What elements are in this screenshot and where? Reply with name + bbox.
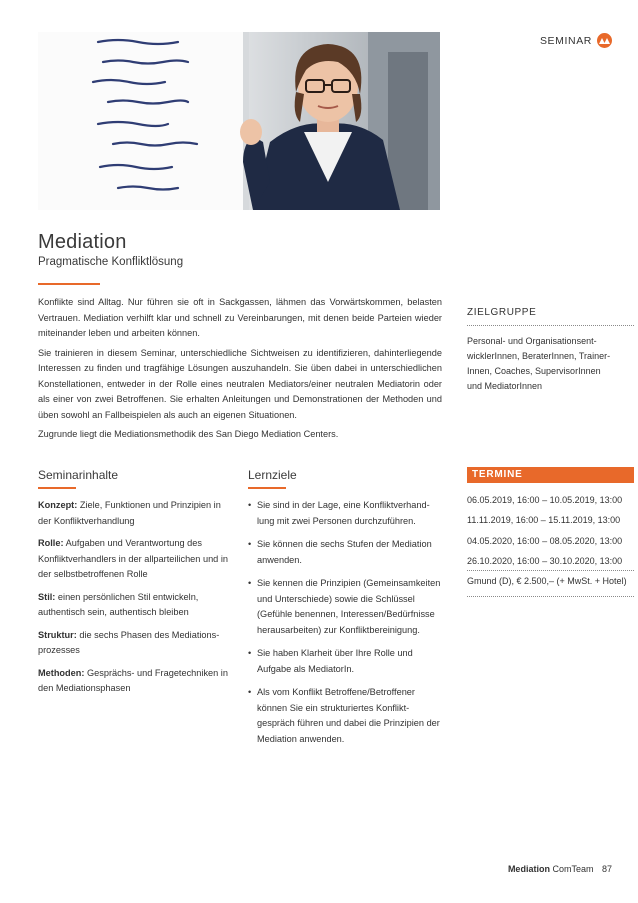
seminar-badge <box>540 33 612 48</box>
heading-accent-rule <box>38 487 76 489</box>
list-item <box>38 498 228 529</box>
list-item: • Sie können die sechs Stufen der Mediation anwenden. <box>248 537 444 568</box>
list-item: • Als vom Konflikt Betroffene/Betroffener können Sie ein strukturiertes Konflikt-gespräch führen und dabei die Prinzipien der Mediation anwenden. <box>248 685 444 747</box>
comteam-logo-icon <box>597 33 612 48</box>
item-term: Methoden: <box>38 667 85 678</box>
item-term: Stil: <box>38 591 56 602</box>
list-item: • Sie kennen die Prinzipien (Gemeinsamkeiten und Unterschiede) sowie die Schlüssel (Gefühle benennen, Interessen/Bedürfnisse herausarbeiten) zur Konfliktbereinigung. <box>248 576 444 638</box>
item-text: die sechs Phasen des Mediations-prozesses <box>38 629 220 655</box>
footer-brand: ComTeam <box>552 864 594 874</box>
item-term: Struktur: <box>38 629 77 640</box>
intro-text <box>38 295 442 447</box>
page-number: 87 <box>601 864 612 874</box>
dotted-divider <box>467 596 634 597</box>
date-item: 04.05.2020, 16:00 – 08.05.2020, 13:00 <box>467 535 623 546</box>
date-item: 11.11.2019, 16:00 – 15.11.2019, 13:00 <box>467 515 621 526</box>
lernziele-heading: Lernziele <box>248 468 297 482</box>
intro-paragraph: Konflikte sind Alltag. Nur führen sie oft in Sackgassen, lähmen das Vorwärtskommen, belasten Vertrauen. Mediation verhilft klar und schnell zu Vereinbarungen, mit denen beide Parteien wieder miteinander leben und arbeiten können. <box>38 297 442 338</box>
list-item <box>38 590 228 621</box>
date-item: 06.05.2019, 16:00 – 10.05.2019, 13:00 <box>467 495 623 505</box>
termine-dates <box>467 493 634 574</box>
list-item <box>38 666 228 697</box>
lernziele-list <box>248 498 444 755</box>
seminarinhalte-heading: Seminarinhalte <box>38 468 119 482</box>
section-label: SEMINAR <box>539 34 592 47</box>
seminarinhalte-list <box>38 498 228 704</box>
page-footer <box>508 864 612 874</box>
presenter-photo-icon <box>38 32 440 210</box>
item-term: Konzept: <box>38 500 78 510</box>
page-subtitle: Pragmatische Konfliktlösung <box>38 256 184 268</box>
item-text: Ziele, Funktionen und Prinzipien in der Konfliktverhandlung <box>38 500 221 526</box>
footer-topic: Mediation <box>507 864 550 874</box>
intro-paragraph: Zugrunde liegt die Mediationsmethodik des San Diego Mediation Centers. <box>38 429 339 439</box>
title-accent-rule <box>38 283 100 285</box>
intro-paragraph: Sie trainieren in diesem Seminar, unterschiedliche Sichtweisen zu identifizieren, dahinterliegende Interessen zu finden und tragfähige Lösungen auszuhandeln. Sie üben dabei in unterschiedlichen Konstellationen, entweder in der Rolle eines neutralen Mediators/einer neutralen Mediatorin oder als einer von zwei Betroffenen. Sie erhalten Anleitungen und Demonstrationen der Methoden und üben sowohl an Fallbeispielen als auch an eigenen Situationen. <box>38 347 442 420</box>
date-item: 26.10.2020, 16:00 – 30.10.2020, 13:00 <box>467 555 623 566</box>
hero-photo <box>38 32 440 210</box>
list-item: • Sie haben Klarheit über Ihre Rolle und Aufgabe als MediatorIn. <box>248 646 444 677</box>
item-text: Gesprächs- und Fragetechniken in den Mediationsphasen <box>38 667 228 693</box>
list-item <box>38 536 228 583</box>
termine-header-bar <box>467 467 634 483</box>
dotted-divider <box>467 570 634 571</box>
location-price: Gmund (D), € 2.500,– (+ MwSt. + Hotel) <box>467 576 627 586</box>
page-title: Mediation <box>38 231 127 253</box>
item-text: einen persönlichen Stil entwickeln, authentisch sein, authentisch bleiben <box>38 591 199 617</box>
list-item: • Sie sind in der Lage, eine Konfliktverhand-lung mit zwei Personen durchzuführen. <box>248 498 444 529</box>
item-term: Rolle: <box>38 538 64 548</box>
termine-heading: TERMINE <box>472 469 523 480</box>
dotted-divider <box>467 325 634 326</box>
item-text: Aufgaben und Verantwortung des Konfliktverhandlers in der allparteilichen und in der selbstbetroffenen Rolle <box>38 538 228 579</box>
heading-accent-rule <box>248 487 286 489</box>
zielgruppe-heading: ZIELGRUPPE <box>467 307 537 318</box>
zielgruppe-text: Personal- und Organisationsent-wicklerInnen, BeraterInnen, Trainer-Innen, Coaches, SupervisorInnen und MediatorInnen <box>467 336 611 391</box>
list-item <box>38 628 228 659</box>
